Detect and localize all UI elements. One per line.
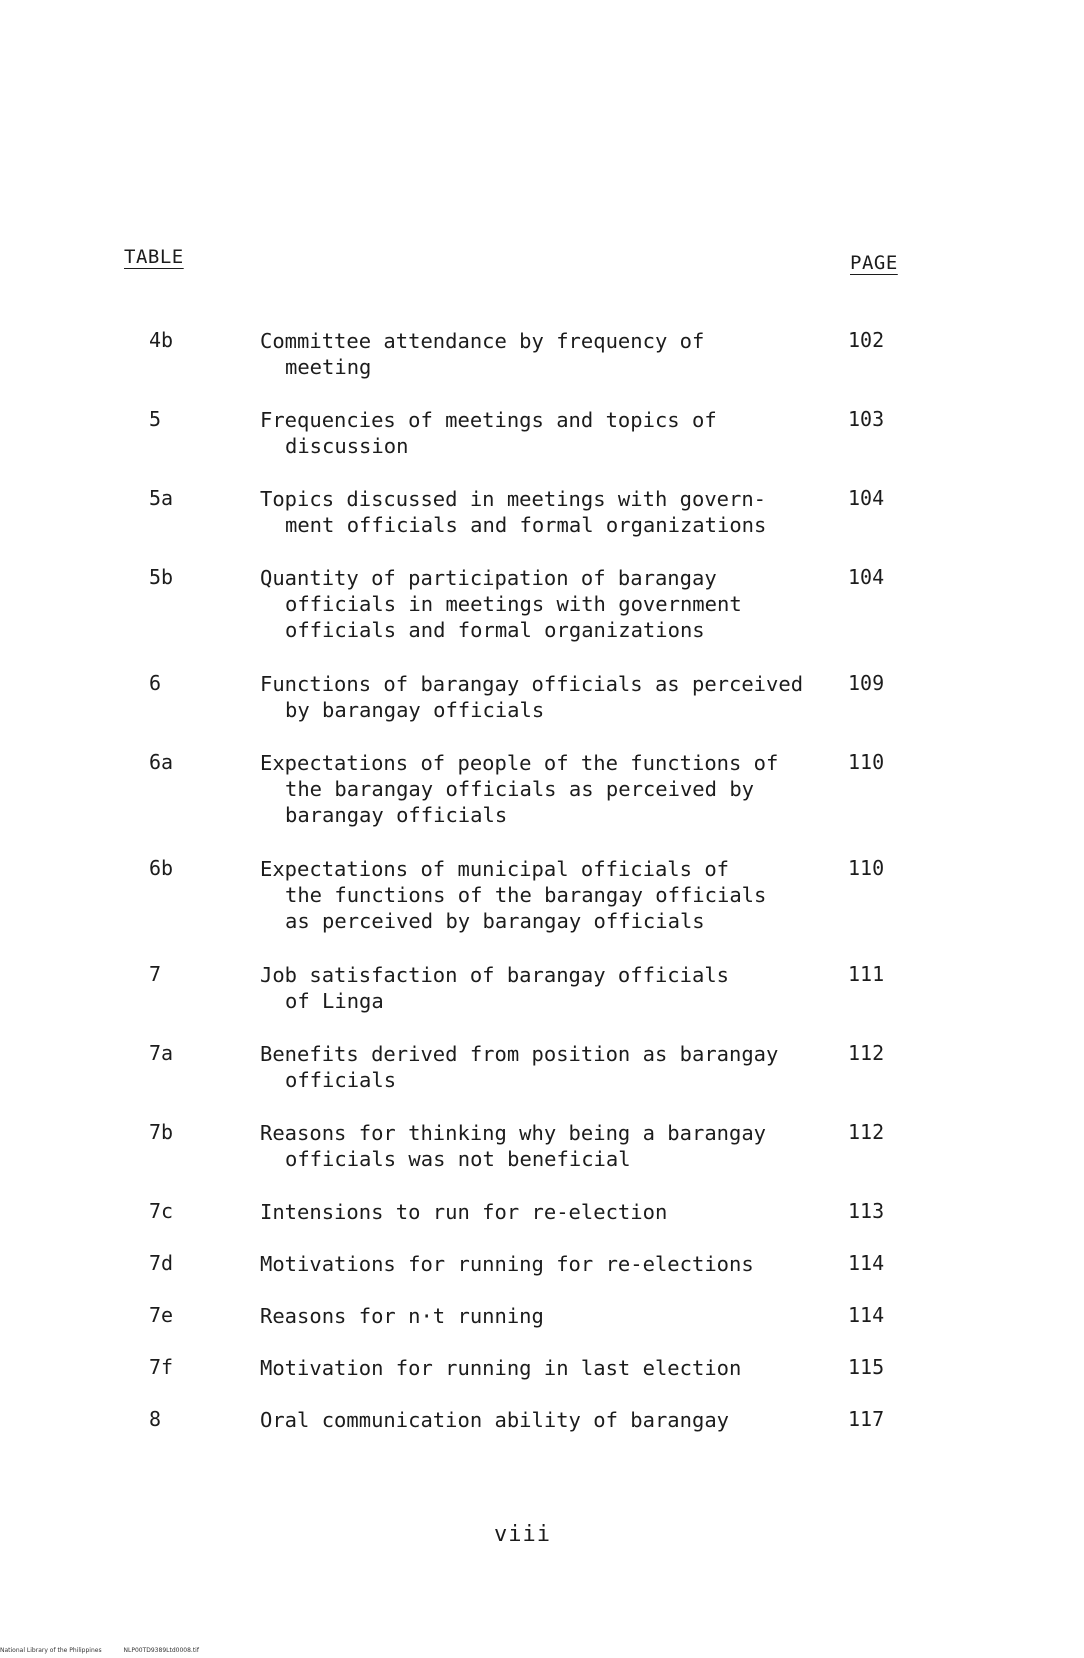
table-number: 7c (149, 1199, 174, 1223)
page-number: 112 (848, 1041, 885, 1065)
table-title (260, 1407, 840, 1433)
table-title-line: Functions of barangay officials as perceived (260, 672, 804, 696)
table-title (260, 1355, 840, 1381)
table-title-line: Reasons for thinking why being a barangay (260, 1121, 767, 1145)
list-of-tables (0, 328, 1084, 1459)
page-number: 103 (848, 407, 885, 431)
page-number: 110 (848, 750, 885, 774)
list-item (0, 962, 1084, 1041)
table-title-line: Expectations of municipal officials of (260, 857, 729, 881)
table-title-line: Frequencies of meetings and topics of (260, 408, 717, 432)
table-title-line: Quantity of participation of barangay (260, 566, 717, 590)
table-title (260, 962, 840, 1014)
table-number: 5 (149, 407, 162, 431)
table-title (260, 1303, 840, 1329)
list-item (0, 1303, 1084, 1355)
table-title-line: barangay officials (285, 803, 508, 827)
footer-file-id: NLP00TD9389Ltd0008.tif (123, 1647, 199, 1654)
table-title (260, 328, 840, 380)
list-item (0, 1199, 1084, 1251)
scan-footer (0, 1647, 219, 1654)
list-item (0, 1407, 1084, 1459)
table-number: 7a (149, 1041, 174, 1065)
table-title-line: the functions of the barangay officials (285, 883, 767, 907)
table-column-header: TABLE (124, 246, 184, 268)
page-number: 115 (848, 1355, 885, 1379)
list-item (0, 407, 1084, 486)
table-title-line: Topics discussed in meetings with govern- (260, 487, 767, 511)
table-title (260, 1199, 840, 1225)
list-item (0, 1251, 1084, 1303)
page-number: 110 (848, 856, 885, 880)
page-number: 109 (848, 671, 885, 695)
table-number: 6 (149, 671, 162, 695)
page-number: 113 (848, 1199, 885, 1223)
table-title-line: officials was not beneficial (285, 1147, 631, 1171)
page-number: 117 (848, 1407, 885, 1431)
list-item (0, 750, 1084, 856)
table-title-line: Committee attendance by frequency of (260, 329, 705, 353)
table-title-line: of Linga (285, 989, 384, 1013)
table-number: 8 (149, 1407, 162, 1431)
table-title-line: Expectations of people of the functions of (260, 751, 779, 775)
page-number: 114 (848, 1303, 885, 1327)
list-item (0, 328, 1084, 407)
list-item (0, 1041, 1084, 1120)
list-item (0, 565, 1084, 671)
table-title-line: by barangay officials (285, 698, 545, 722)
table-title-line: Motivation for running in last election (260, 1356, 742, 1380)
table-title-line: officials and formal organizations (285, 618, 705, 642)
table-title (260, 1120, 840, 1172)
page-number: 104 (848, 486, 885, 510)
table-number: 7b (149, 1120, 174, 1144)
page-column-header: PAGE (850, 252, 898, 274)
table-number: 7f (149, 1355, 174, 1379)
table-title-line: meeting (285, 355, 372, 379)
table-number: 7e (149, 1303, 174, 1327)
table-number: 5a (149, 486, 174, 510)
list-item (0, 1120, 1084, 1199)
table-title-line: discussion (285, 434, 409, 458)
list-item (0, 856, 1084, 962)
page-folio: viii (494, 1522, 551, 1547)
table-title-line: Reasons for n·t running (260, 1304, 544, 1328)
page-number: 111 (848, 962, 885, 986)
table-title-line: officials in meetings with government (285, 592, 742, 616)
table-number: 6a (149, 750, 174, 774)
table-title (260, 1251, 840, 1277)
table-number: 5b (149, 565, 174, 589)
table-title (260, 671, 840, 723)
page-number: 114 (848, 1251, 885, 1275)
table-title-line: Job satisfaction of barangay officials (260, 963, 729, 987)
table-title (260, 750, 840, 828)
page-number: 112 (848, 1120, 885, 1144)
table-title-line: the barangay officials as perceived by (285, 777, 754, 801)
page-number: 104 (848, 565, 885, 589)
table-number: 4b (149, 328, 174, 352)
table-title (260, 1041, 840, 1093)
table-title (260, 856, 840, 934)
table-number: 7d (149, 1251, 174, 1275)
page-number: 102 (848, 328, 885, 352)
table-title-line: Benefits derived from position as barangay (260, 1042, 779, 1066)
list-item (0, 671, 1084, 750)
table-number: 7 (149, 962, 162, 986)
footer-library-name: National Library of the Philippines (0, 1647, 102, 1654)
list-item (0, 1355, 1084, 1407)
table-number: 6b (149, 856, 174, 880)
table-title-line: Intensions to run for re-election (260, 1200, 668, 1224)
table-title (260, 486, 840, 538)
table-title-line: ment officials and formal organizations (285, 513, 767, 537)
table-title-line: as perceived by barangay officials (285, 909, 705, 933)
table-title-line: officials (285, 1068, 397, 1092)
table-title-line: Motivations for running for re-elections (260, 1252, 754, 1276)
table-title (260, 565, 840, 643)
list-item (0, 486, 1084, 565)
table-title-line: Oral communication ability of barangay (260, 1408, 729, 1432)
table-title (260, 407, 840, 459)
